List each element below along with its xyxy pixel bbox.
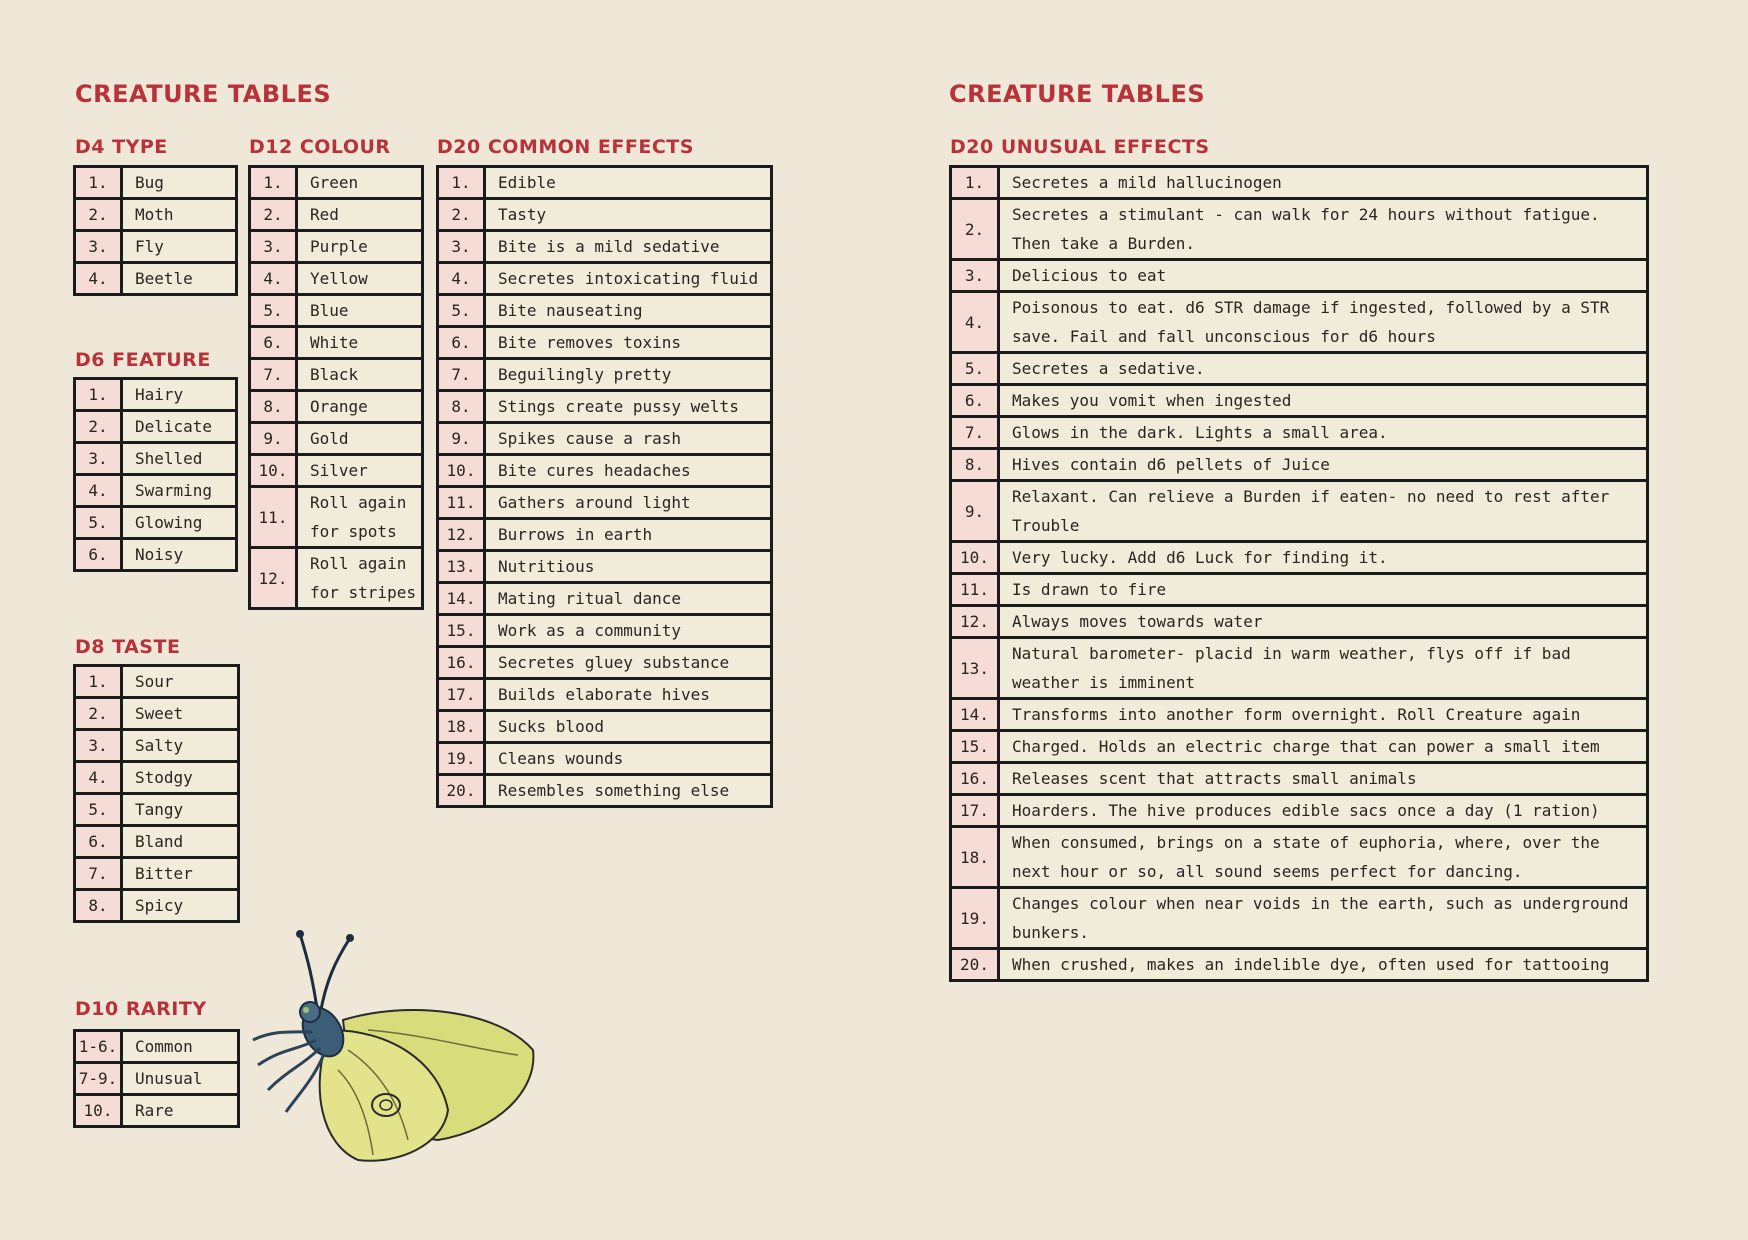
row-number: 15. bbox=[951, 731, 999, 763]
row-number: 14. bbox=[951, 699, 999, 731]
row-number: 5. bbox=[75, 794, 122, 826]
row-number: 9. bbox=[438, 423, 485, 455]
row-number: 13. bbox=[951, 638, 999, 699]
d10-rarity-heading: D10 RARITY bbox=[75, 998, 207, 1020]
row-result: Gold bbox=[297, 423, 423, 455]
table-row bbox=[75, 858, 239, 890]
row-result: Bite nauseating bbox=[485, 295, 772, 327]
butterfly-icon bbox=[238, 920, 538, 1174]
row-number: 3. bbox=[951, 260, 999, 292]
row-number: 1. bbox=[75, 666, 122, 698]
row-number: 2. bbox=[438, 199, 485, 231]
row-result: Glowing bbox=[122, 507, 237, 539]
row-number: 18. bbox=[438, 711, 485, 743]
table-row bbox=[250, 455, 423, 487]
table-row bbox=[438, 679, 772, 711]
row-number: 6. bbox=[75, 826, 122, 858]
d20-unusual-heading: D20 UNUSUAL EFFECTS bbox=[950, 136, 1210, 158]
table-row bbox=[250, 391, 423, 423]
table-row bbox=[951, 449, 1648, 481]
table-row bbox=[75, 379, 237, 411]
row-number: 17. bbox=[951, 795, 999, 827]
row-result: Delicious to eat bbox=[999, 260, 1648, 292]
d6-feature-table bbox=[73, 377, 238, 572]
row-number: 6. bbox=[250, 327, 297, 359]
table-row bbox=[951, 795, 1648, 827]
row-result: Green bbox=[310, 173, 359, 192]
row-number: 7. bbox=[438, 359, 485, 391]
row-result: Hives contain d6 pellets of Juice bbox=[999, 449, 1648, 481]
d12-colour-table bbox=[248, 165, 424, 610]
table-row bbox=[250, 263, 423, 295]
row-number: 4. bbox=[951, 292, 999, 353]
table-row bbox=[75, 263, 237, 295]
row-result: Salty bbox=[122, 730, 239, 762]
row-number: 1. bbox=[75, 167, 122, 199]
row-result: Shelled bbox=[122, 443, 237, 475]
table-row bbox=[438, 647, 772, 679]
row-number: 3. bbox=[438, 231, 485, 263]
table-row bbox=[75, 411, 237, 443]
row-result: Beetle bbox=[122, 263, 237, 295]
page-title-right: CREATURE TABLES bbox=[949, 80, 1206, 108]
table-row bbox=[75, 826, 239, 858]
row-result: Bite removes toxins bbox=[485, 327, 772, 359]
row-number: 5. bbox=[438, 295, 485, 327]
row-result: Roll again for stripes bbox=[297, 548, 423, 609]
row-result: Sour bbox=[135, 672, 174, 691]
row-number: 8. bbox=[438, 391, 485, 423]
row-result: Black bbox=[297, 359, 423, 391]
row-result: Is drawn to fire bbox=[999, 574, 1648, 606]
row-result: Nutritious bbox=[485, 551, 772, 583]
row-number: 15. bbox=[438, 615, 485, 647]
row-number: 14. bbox=[438, 583, 485, 615]
row-number: 12. bbox=[250, 548, 297, 609]
table-row bbox=[75, 698, 239, 730]
row-number: 19. bbox=[438, 743, 485, 775]
row-result: Always moves towards water bbox=[999, 606, 1648, 638]
row-number: 6. bbox=[75, 539, 122, 571]
table-row bbox=[75, 666, 239, 698]
row-result: Transforms into another form overnight. Roll Creature again bbox=[999, 699, 1648, 731]
row-number: 16. bbox=[951, 763, 999, 795]
table-row bbox=[438, 583, 772, 615]
table-row bbox=[75, 443, 237, 475]
table-row bbox=[438, 487, 772, 519]
row-number: 20. bbox=[438, 775, 485, 807]
row-result: Beguilingly pretty bbox=[485, 359, 772, 391]
table-row bbox=[438, 231, 772, 263]
row-number: 1. bbox=[951, 167, 999, 199]
row-number: 1. bbox=[75, 379, 122, 411]
row-result: Glows in the dark. Lights a small area. bbox=[999, 417, 1648, 449]
table-row bbox=[75, 762, 239, 794]
row-number: 4. bbox=[438, 263, 485, 295]
row-result: Changes colour when near voids in the earth, such as underground bunkers. bbox=[999, 888, 1648, 949]
table-row bbox=[951, 574, 1648, 606]
row-number: 2. bbox=[75, 698, 122, 730]
row-result: Hairy bbox=[135, 385, 184, 404]
table-row bbox=[438, 519, 772, 551]
row-number: 10. bbox=[951, 542, 999, 574]
table-row bbox=[951, 481, 1648, 542]
table-row bbox=[951, 606, 1648, 638]
table-row bbox=[438, 295, 772, 327]
row-result: Secretes a stimulant - can walk for 24 hours without fatigue. Then take a Burden. bbox=[999, 199, 1648, 260]
table-row bbox=[438, 711, 772, 743]
row-number: 10. bbox=[438, 455, 485, 487]
row-number: 19. bbox=[951, 888, 999, 949]
row-result: Relaxant. Can relieve a Burden if eaten- no need to rest after Trouble bbox=[999, 481, 1648, 542]
row-result: Builds elaborate hives bbox=[485, 679, 772, 711]
row-number: 16. bbox=[438, 647, 485, 679]
row-result: Bite cures headaches bbox=[485, 455, 772, 487]
row-result: Sucks blood bbox=[485, 711, 772, 743]
row-result: Bug bbox=[135, 173, 164, 192]
row-result: Very lucky. Add d6 Luck for finding it. bbox=[999, 542, 1648, 574]
page-title-left: CREATURE TABLES bbox=[75, 80, 332, 108]
row-number: 8. bbox=[250, 391, 297, 423]
row-number: 7-9. bbox=[75, 1063, 122, 1095]
row-number: 1. bbox=[250, 167, 297, 199]
row-result: Bland bbox=[122, 826, 239, 858]
d8-taste-heading: D8 TASTE bbox=[75, 636, 181, 658]
d4-type-table bbox=[73, 165, 238, 296]
table-row bbox=[438, 391, 772, 423]
table-row bbox=[75, 794, 239, 826]
row-number: 2. bbox=[951, 199, 999, 260]
row-result: Cleans wounds bbox=[485, 743, 772, 775]
row-number: 10. bbox=[75, 1095, 122, 1127]
d10-rarity-table bbox=[73, 1029, 240, 1128]
row-number: 3. bbox=[75, 231, 122, 263]
table-row bbox=[951, 417, 1648, 449]
row-number: 7. bbox=[75, 858, 122, 890]
row-result: Spicy bbox=[122, 890, 239, 922]
row-result: Secretes intoxicating fluid bbox=[485, 263, 772, 295]
row-result: Poisonous to eat. d6 STR damage if ingested, followed by a STR save. Fail and fall unconscious for d6 hours bbox=[999, 292, 1648, 353]
row-result: Fly bbox=[122, 231, 237, 263]
table-row bbox=[438, 775, 772, 807]
table-row bbox=[75, 730, 239, 762]
row-number: 6. bbox=[438, 327, 485, 359]
table-row bbox=[438, 455, 772, 487]
table-row bbox=[250, 548, 423, 609]
table-row bbox=[438, 327, 772, 359]
row-number: 7. bbox=[250, 359, 297, 391]
row-result: Moth bbox=[122, 199, 237, 231]
row-result: Mating ritual dance bbox=[485, 583, 772, 615]
table-row bbox=[951, 638, 1648, 699]
row-result: Tasty bbox=[485, 199, 772, 231]
row-result: Burrows in earth bbox=[485, 519, 772, 551]
row-number: 11. bbox=[250, 487, 297, 548]
table-row bbox=[438, 167, 772, 199]
table-row bbox=[250, 423, 423, 455]
row-result: Gathers around light bbox=[485, 487, 772, 519]
row-number: 10. bbox=[250, 455, 297, 487]
row-result: Work as a community bbox=[485, 615, 772, 647]
row-result: Resembles something else bbox=[485, 775, 772, 807]
table-row bbox=[438, 423, 772, 455]
row-result: Natural barometer- placid in warm weather, flys off if bad weather is imminent bbox=[999, 638, 1648, 699]
table-row bbox=[951, 699, 1648, 731]
table-row bbox=[75, 539, 237, 571]
row-result: Edible bbox=[498, 173, 556, 192]
row-number: 5. bbox=[75, 507, 122, 539]
row-number: 5. bbox=[951, 353, 999, 385]
table-row bbox=[75, 1031, 239, 1063]
table-row bbox=[951, 542, 1648, 574]
table-row bbox=[75, 1063, 239, 1095]
table-row bbox=[75, 231, 237, 263]
row-result: Blue bbox=[297, 295, 423, 327]
row-number: 9. bbox=[250, 423, 297, 455]
row-number: 4. bbox=[75, 263, 122, 295]
row-result: Purple bbox=[297, 231, 423, 263]
table-row bbox=[438, 743, 772, 775]
table-row bbox=[250, 359, 423, 391]
row-result: Orange bbox=[297, 391, 423, 423]
row-number: 3. bbox=[75, 730, 122, 762]
row-result: Secretes gluey substance bbox=[485, 647, 772, 679]
table-row bbox=[75, 890, 239, 922]
table-row bbox=[951, 763, 1648, 795]
table-row bbox=[951, 731, 1648, 763]
d20-common-table bbox=[436, 165, 773, 808]
table-row bbox=[438, 199, 772, 231]
row-number: 12. bbox=[951, 606, 999, 638]
row-number: 1. bbox=[438, 167, 485, 199]
row-result: Tangy bbox=[122, 794, 239, 826]
row-result: Makes you vomit when ingested bbox=[999, 385, 1648, 417]
table-row bbox=[951, 199, 1648, 260]
d12-colour-heading: D12 COLOUR bbox=[249, 136, 391, 158]
table-row bbox=[250, 199, 423, 231]
row-result: Bitter bbox=[122, 858, 239, 890]
table-row bbox=[75, 199, 237, 231]
row-result: Yellow bbox=[297, 263, 423, 295]
row-result: Releases scent that attracts small animals bbox=[999, 763, 1648, 795]
table-row bbox=[250, 487, 423, 548]
d6-feature-heading: D6 FEATURE bbox=[75, 349, 211, 371]
row-number: 2. bbox=[250, 199, 297, 231]
row-result: Hoarders. The hive produces edible sacs once a day (1 ration) bbox=[999, 795, 1648, 827]
row-number: 12. bbox=[438, 519, 485, 551]
d8-taste-table bbox=[73, 664, 240, 923]
row-result: Common bbox=[135, 1037, 193, 1056]
row-number: 8. bbox=[75, 890, 122, 922]
table-row bbox=[951, 260, 1648, 292]
row-result: Charged. Holds an electric charge that can power a small item bbox=[999, 731, 1648, 763]
table-row bbox=[75, 507, 237, 539]
row-number: 5. bbox=[250, 295, 297, 327]
table-row bbox=[951, 949, 1648, 981]
row-result: White bbox=[297, 327, 423, 359]
table-row bbox=[250, 231, 423, 263]
row-result: Stings create pussy welts bbox=[485, 391, 772, 423]
row-result: Stodgy bbox=[122, 762, 239, 794]
row-number: 7. bbox=[951, 417, 999, 449]
table-row bbox=[438, 359, 772, 391]
row-result: Red bbox=[297, 199, 423, 231]
row-number: 4. bbox=[75, 475, 122, 507]
row-result: Sweet bbox=[122, 698, 239, 730]
row-result: Silver bbox=[297, 455, 423, 487]
table-row bbox=[75, 475, 237, 507]
row-number: 11. bbox=[951, 574, 999, 606]
table-row bbox=[951, 827, 1648, 888]
d4-type-heading: D4 TYPE bbox=[75, 136, 168, 158]
d20-common-heading: D20 COMMON EFFECTS bbox=[437, 136, 694, 158]
row-number: 2. bbox=[75, 411, 122, 443]
row-number: 20. bbox=[951, 949, 999, 981]
row-number: 13. bbox=[438, 551, 485, 583]
row-result: Secretes a sedative. bbox=[999, 353, 1648, 385]
row-result: When consumed, brings on a state of euphoria, where, over the next hour or so, all sound seems perfect for dancing. bbox=[999, 827, 1648, 888]
row-number: 1-6. bbox=[75, 1031, 122, 1063]
row-number: 8. bbox=[951, 449, 999, 481]
table-row bbox=[951, 385, 1648, 417]
table-row bbox=[951, 888, 1648, 949]
row-result: Roll again for spots bbox=[297, 487, 423, 548]
table-row bbox=[250, 167, 423, 199]
table-row bbox=[951, 353, 1648, 385]
d20-unusual-table bbox=[949, 165, 1649, 982]
row-number: 11. bbox=[438, 487, 485, 519]
row-result: Swarming bbox=[122, 475, 237, 507]
row-number: 3. bbox=[250, 231, 297, 263]
table-row bbox=[438, 263, 772, 295]
row-result: Spikes cause a rash bbox=[485, 423, 772, 455]
row-result: Unusual bbox=[122, 1063, 239, 1095]
table-row bbox=[951, 292, 1648, 353]
row-number: 2. bbox=[75, 199, 122, 231]
table-row bbox=[438, 551, 772, 583]
table-row bbox=[75, 1095, 239, 1127]
row-number: 4. bbox=[250, 263, 297, 295]
row-number: 4. bbox=[75, 762, 122, 794]
row-number: 17. bbox=[438, 679, 485, 711]
row-number: 6. bbox=[951, 385, 999, 417]
table-row bbox=[75, 167, 237, 199]
row-number: 3. bbox=[75, 443, 122, 475]
row-result: Noisy bbox=[122, 539, 237, 571]
table-row bbox=[250, 327, 423, 359]
table-row bbox=[438, 615, 772, 647]
row-result: Rare bbox=[122, 1095, 239, 1127]
row-result: When crushed, makes an indelible dye, often used for tattooing bbox=[999, 949, 1648, 981]
table-row bbox=[951, 167, 1648, 199]
row-result: Secretes a mild hallucinogen bbox=[1012, 173, 1282, 192]
row-number: 18. bbox=[951, 827, 999, 888]
table-row bbox=[250, 295, 423, 327]
row-number: 9. bbox=[951, 481, 999, 542]
row-result: Delicate bbox=[122, 411, 237, 443]
row-result: Bite is a mild sedative bbox=[485, 231, 772, 263]
